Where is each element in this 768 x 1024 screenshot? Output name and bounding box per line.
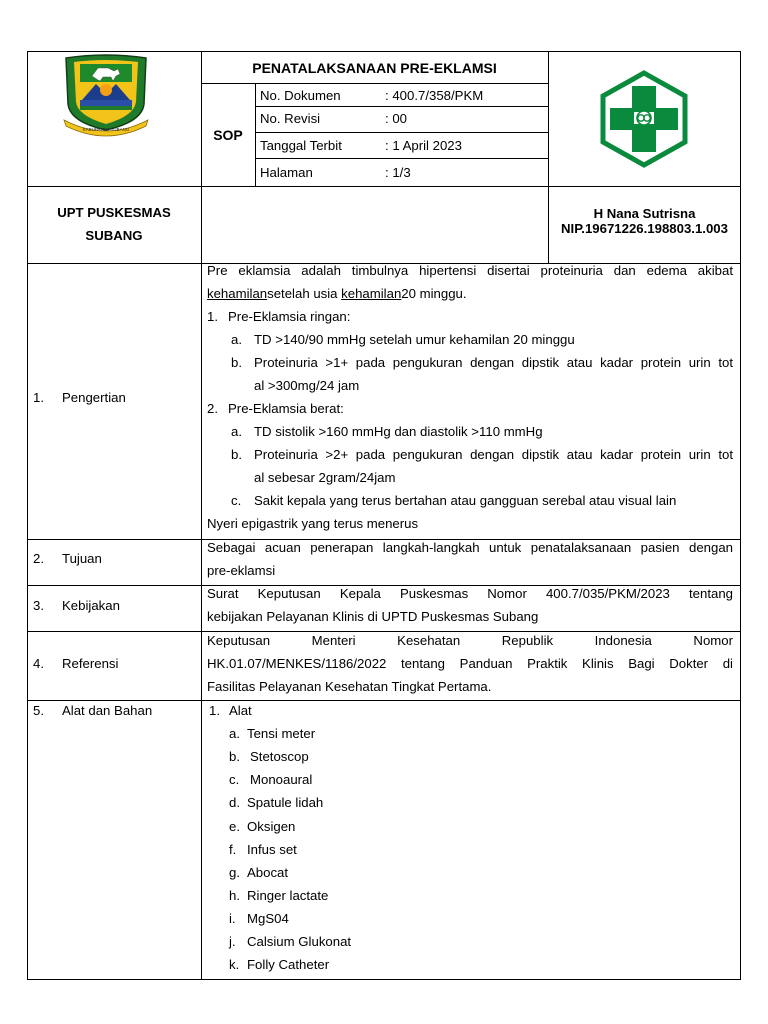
alat-item: Tensi meter: [247, 726, 316, 741]
list-letter: h.: [229, 888, 240, 903]
meta-label-tanggal-terbit: Tanggal Terbit: [260, 138, 342, 153]
tujuan-text-line2: pre-eklamsi: [207, 563, 276, 578]
section-title-kebijakan: Kebijakan: [62, 598, 120, 613]
list-number: 2.: [207, 401, 218, 416]
regency-crest-logo: [56, 54, 156, 138]
list-letter: g.: [229, 865, 240, 880]
list-item-text: Proteinuria >2+ pada pengukuran dengan dipstik atau kadar protein urin tot: [254, 447, 733, 462]
alat-item: Stetoscop: [250, 749, 309, 764]
meta-label-no-dokumen: No. Dokumen: [260, 88, 341, 103]
pengertian-intro-line1: Pre eklamsia adalah timbulnya hipertensi disertai proteinuria dan edema akibat: [207, 263, 733, 278]
list-letter: b.: [231, 355, 242, 370]
list-number: 1.: [209, 703, 220, 718]
signer-nip: NIP.19671226.198803.1.003: [561, 221, 728, 236]
list-letter: f.: [229, 842, 237, 857]
alat-item: Spatule lidah: [247, 795, 324, 810]
alat-item: Oksigen: [247, 819, 296, 834]
kebijakan-text-line1: Surat Keputusan Kepala Puskesmas Nomor 400.7/035/PKM/2023 tentang: [207, 586, 733, 601]
list-item-text: TD >140/90 mmHg setelah umur kehamilan 20 minggu: [254, 332, 575, 347]
list-item-text: al >300mg/24 jam: [254, 378, 360, 393]
signer-name: H Nana Sutrisna: [593, 206, 696, 221]
section-title-pengertian: Pengertian: [62, 390, 126, 405]
org-name-line1: UPT PUSKESMAS: [57, 205, 171, 220]
alat-item: Abocat: [247, 865, 289, 880]
section-number: 4.: [33, 656, 44, 671]
list-item-text: TD sistolik >160 mmHg dan diastolik >110 mmHg: [254, 424, 543, 439]
alat-item: Folly Catheter: [247, 957, 330, 972]
section-number: 2.: [33, 551, 44, 566]
section-title-referensi: Referensi: [62, 656, 119, 671]
pengertian-intro-line2: kehamilansetelah usia kehamilan20 minggu.: [207, 286, 467, 301]
meta-value-no-dokumen: : 400.7/358/PKM: [385, 88, 484, 103]
list-letter: i.: [229, 911, 236, 926]
list-number: 1.: [207, 309, 218, 324]
meta-label-halaman: Halaman: [260, 165, 313, 180]
list-item-text: al sebesar 2gram/24jam: [254, 470, 396, 485]
meta-value-tanggal-terbit: : 1 April 2023: [385, 138, 462, 153]
section-number: 5.: [33, 703, 44, 718]
svg-text:KABUPATEN SUBANG: KABUPATEN SUBANG: [82, 127, 130, 132]
list-item-pre-eklamsia-berat: Pre-Eklamsia berat:: [228, 401, 344, 416]
referensi-text-line3: Fasilitas Pelayanan Kesehatan Tingkat Pertama.: [207, 679, 492, 694]
document-title: PENATALAKSANAAN PRE-EKLAMSI: [252, 60, 497, 76]
alat-item: Ringer lactate: [247, 888, 329, 903]
underlined-term: kehamilan: [341, 286, 402, 301]
alat-item: Monoaural: [250, 772, 313, 787]
alat-item: MgS04: [247, 911, 289, 926]
org-name-line2: SUBANG: [85, 228, 143, 243]
section-number: 1.: [33, 390, 44, 405]
list-letter: a.: [231, 332, 242, 347]
list-item-pre-eklamsia-ringan: Pre-Eklamsia ringan:: [228, 309, 351, 324]
list-letter: a.: [231, 424, 242, 439]
list-item-text: Proteinuria >1+ pada pengukuran dengan dipstik atau kadar protein urin tot: [254, 355, 733, 370]
list-letter: b.: [231, 447, 242, 462]
underlined-term: kehamilan: [207, 286, 268, 301]
list-letter: j.: [229, 934, 236, 949]
section-title-alat-dan-bahan: Alat dan Bahan: [62, 703, 153, 718]
pengertian-tail: Nyeri epigastrik yang terus menerus: [207, 516, 419, 531]
list-letter: k.: [229, 957, 240, 972]
tujuan-text-line1: Sebagai acuan penerapan langkah-langkah untuk penatalaksanaan pasien dengan: [207, 540, 733, 555]
referensi-text-line2: HK.01.07/MENKES/1186/2022 tentang Panduan Praktik Klinis Bagi Dokter di: [207, 656, 733, 671]
alat-group-title: Alat: [229, 703, 252, 718]
section-title-tujuan: Tujuan: [62, 551, 102, 566]
puskesmas-logo: [598, 70, 690, 168]
list-item-text: Sakit kepala yang terus bertahan atau gangguan serebal atau visual lain: [254, 493, 677, 508]
section-number: 3.: [33, 598, 44, 613]
alat-item: Infus set: [247, 842, 297, 857]
sop-label: SOP: [213, 127, 243, 143]
alat-item: Calsium Glukonat: [247, 934, 352, 949]
meta-label-no-revisi: No. Revisi: [260, 111, 321, 126]
list-letter: c.: [231, 493, 242, 508]
list-letter: d.: [229, 795, 240, 810]
kebijakan-text-line2: kebijakan Pelayanan Klinis di UPTD Puskesmas Subang: [207, 609, 539, 624]
list-letter: a.: [229, 726, 240, 741]
referensi-text-line1: Keputusan Menteri Kesehatan Republik Indonesia Nomor: [207, 633, 733, 648]
list-letter: e.: [229, 819, 240, 834]
meta-value-halaman: : 1/3: [385, 165, 411, 180]
meta-value-no-revisi: : 00: [385, 111, 407, 126]
list-letter: b.: [229, 749, 240, 764]
list-letter: c.: [229, 772, 240, 787]
